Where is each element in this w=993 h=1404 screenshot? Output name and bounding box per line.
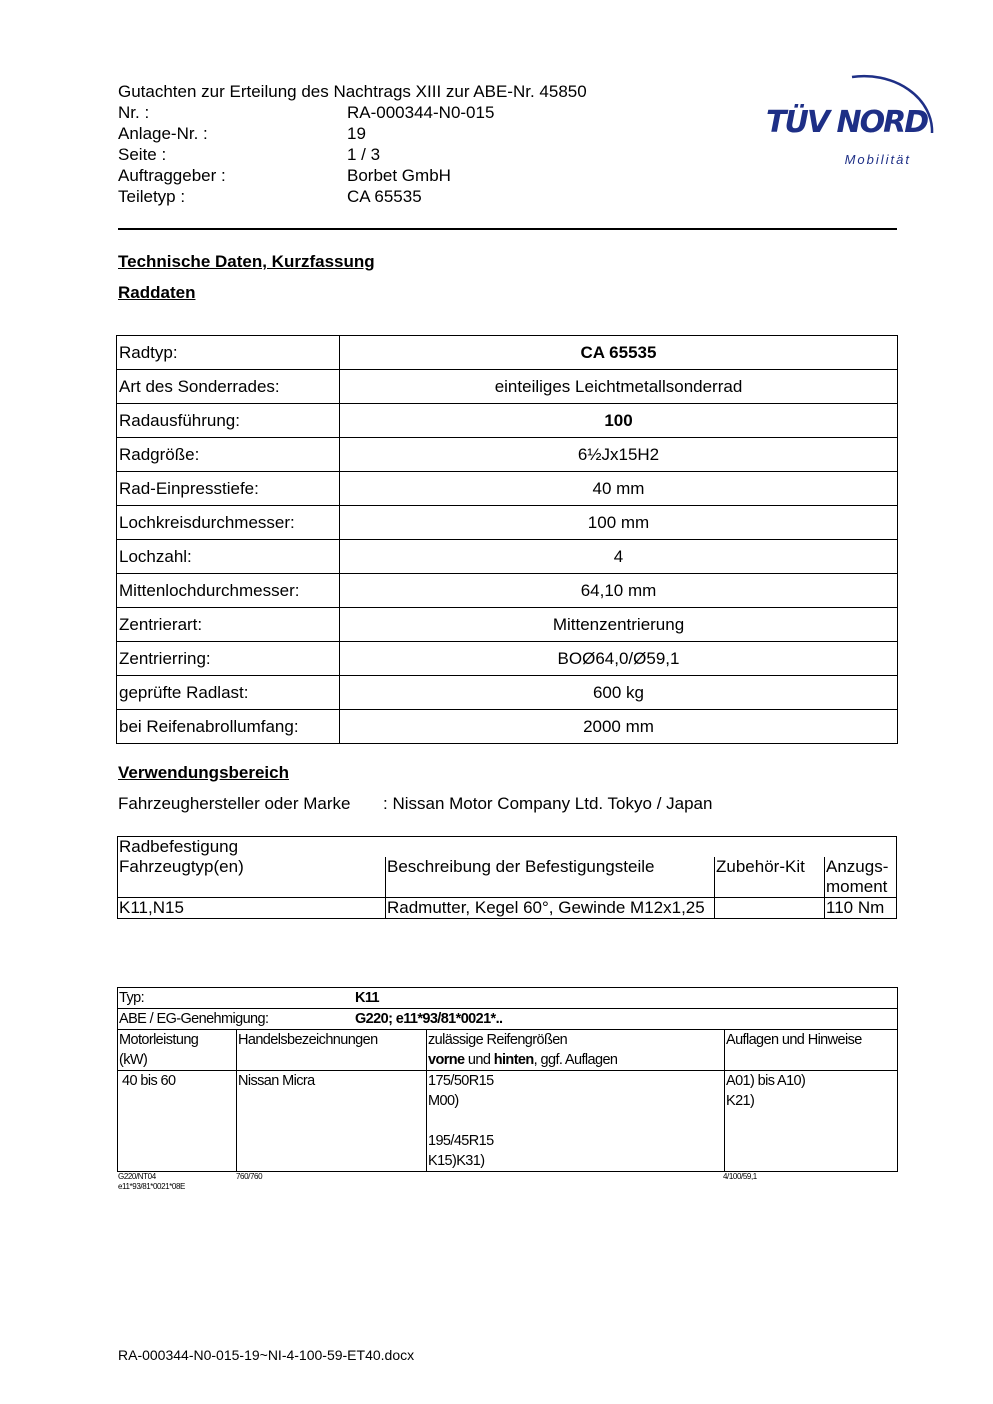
raddaten-row: [117, 710, 898, 744]
raddaten-label: Zentrierring:: [117, 642, 340, 676]
header-row-label: Teiletyp :: [118, 187, 186, 206]
raddaten-row: [117, 404, 898, 438]
reifen-header-und: und: [464, 1052, 494, 1068]
footnote-left-2: e11*93/81*0021*08E: [118, 1182, 185, 1191]
bef-cell-typ: K11,N15: [118, 898, 386, 919]
footnote-left-1: G220/NT04: [118, 1172, 156, 1181]
raddaten-value: BOØ64,0/Ø59,1: [340, 642, 898, 676]
bef-cell-beschreibung: Radmutter, Kegel 60°, Gewinde M12x1,25: [386, 898, 715, 919]
raddaten-row: [117, 608, 898, 642]
logo-wordmark: TÜV NORD: [766, 105, 928, 140]
raddaten-value: CA 65535: [340, 336, 898, 370]
header-row-value: CA 65535: [347, 187, 422, 206]
typ-header-handel: Handelsbezeichnungen: [237, 1030, 427, 1071]
bef-header-typ: Fahrzeugtyp(en): [118, 857, 386, 898]
section-tech-heading: Technische Daten, Kurzfassung: [118, 252, 375, 271]
reifen-header-line1: zulässige Reifengrößen: [428, 1032, 568, 1048]
abe-row: [118, 1009, 898, 1030]
document-title: Gutachten zur Erteilung des Nachtrags XIII zur ABE-Nr. 45850: [118, 82, 587, 101]
typ-row: [118, 988, 898, 1009]
typ-cell-reifen: [427, 1071, 725, 1172]
radbefestigung-table: [117, 836, 897, 919]
raddaten-value: einteiliges Leichtmetallsonderrad: [340, 370, 898, 404]
raddaten-label: Lochkreisdurchmesser:: [117, 506, 340, 540]
bef-cell-kit: [715, 898, 825, 919]
bef-header-beschreibung: Beschreibung der Befestigungsteile: [386, 857, 715, 898]
header-row-value: 1 / 3: [347, 145, 381, 164]
typ-header-reifen: [427, 1030, 725, 1071]
bef-cell-moment: 110 Nm: [825, 898, 897, 919]
raddaten-value: 4: [340, 540, 898, 574]
raddaten-row: [117, 540, 898, 574]
tuv-nord-logo: [760, 55, 945, 180]
raddaten-label: Mittenlochdurchmesser:: [117, 574, 340, 608]
raddaten-label: geprüfte Radlast:: [117, 676, 340, 710]
reifen-header-rest: , ggf. Auflagen: [533, 1052, 618, 1068]
raddaten-value: 100 mm: [340, 506, 898, 540]
typ-cell-motor: 40 bis 60: [118, 1071, 237, 1172]
raddaten-value: 2000 mm: [340, 710, 898, 744]
typ-table: [117, 987, 898, 1172]
reifen-line: M00): [428, 1093, 459, 1109]
raddaten-label: Rad-Einpresstiefe:: [117, 472, 340, 506]
abe-value: G220; e11*93/81*0021*..: [355, 1011, 503, 1027]
auflagen-line: A01) bis A10): [726, 1073, 806, 1089]
raddaten-label: Zentrierart:: [117, 608, 340, 642]
reifen-line: K15)K31): [428, 1153, 485, 1169]
raddaten-row: [117, 574, 898, 608]
manufacturer-value: : Nissan Motor Company Ltd. Tokyo / Japan: [383, 794, 713, 813]
raddaten-row: [117, 676, 898, 710]
logo-subtitle: Mobilität: [844, 152, 911, 167]
typ-header-auflagen: Auflagen und Hinweise: [725, 1030, 898, 1071]
raddaten-value: 40 mm: [340, 472, 898, 506]
header-row-label: Auftraggeber :: [118, 166, 226, 185]
raddaten-row: [117, 472, 898, 506]
header-row-label: Anlage-Nr. :: [118, 124, 208, 143]
reifen-header-hinten: hinten: [493, 1052, 534, 1068]
reifen-header-line2: [428, 1050, 723, 1070]
raddaten-label: Lochzahl:: [117, 540, 340, 574]
raddaten-value: 100: [340, 404, 898, 438]
raddaten-row: [117, 370, 898, 404]
typ-header-motor: Motorleistung (kW): [118, 1030, 237, 1071]
raddaten-label: bei Reifenabrollumfang:: [117, 710, 340, 744]
raddaten-row: [117, 642, 898, 676]
raddaten-row: [117, 506, 898, 540]
raddaten-label: Radgröße:: [117, 438, 340, 472]
header-row-value: 19: [347, 124, 366, 143]
section-verwendung-heading: Verwendungsbereich: [118, 763, 289, 782]
raddaten-value: 600 kg: [340, 676, 898, 710]
typ-cell-auflagen: [725, 1071, 898, 1172]
typ-value: K11: [355, 990, 379, 1006]
abe-label: ABE / EG-Genehmigung:: [119, 1011, 269, 1027]
bef-header-kit: Zubehör-Kit: [715, 857, 825, 898]
reifen-header-vorne: vorne: [428, 1052, 465, 1068]
raddaten-value: 6½Jx15H2: [340, 438, 898, 472]
raddaten-value: 64,10 mm: [340, 574, 898, 608]
auflagen-line: K21): [726, 1093, 755, 1109]
footnote-middle: 760/760: [236, 1172, 263, 1181]
footer-filename: RA-000344-N0-015-19~NI-4-100-59-ET40.docx: [118, 1347, 415, 1363]
raddaten-row: [117, 336, 898, 370]
footnote-right: 4/100/59,1: [723, 1172, 757, 1181]
header-row-value: Borbet GmbH: [347, 166, 451, 185]
raddaten-value: Mittenzentrierung: [340, 608, 898, 642]
header-row-value: RA-000344-N0-015: [347, 103, 495, 122]
header-row-label: Nr. :: [118, 103, 150, 122]
header-divider: [118, 228, 897, 230]
manufacturer-label: Fahrzeughersteller oder Marke: [118, 794, 351, 813]
reifen-line: [428, 1111, 723, 1131]
reifen-line: 175/50R15: [428, 1073, 494, 1089]
raddaten-label: Art des Sonderrades:: [117, 370, 340, 404]
raddaten-label: Radausführung:: [117, 404, 340, 438]
radbefestigung-title: Radbefestigung: [118, 837, 897, 858]
raddaten-label: Radtyp:: [117, 336, 340, 370]
raddaten-row: [117, 438, 898, 472]
reifen-line: 195/45R15: [428, 1133, 494, 1149]
bef-header-moment: Anzugs- moment: [825, 857, 897, 898]
typ-cell-handel: Nissan Micra: [237, 1071, 427, 1172]
manufacturer-line: [118, 794, 713, 814]
typ-label: Typ:: [119, 990, 144, 1006]
raddaten-table: [116, 335, 898, 744]
section-raddaten-heading: Raddaten: [118, 283, 196, 302]
header-row-label: Seite :: [118, 145, 167, 164]
